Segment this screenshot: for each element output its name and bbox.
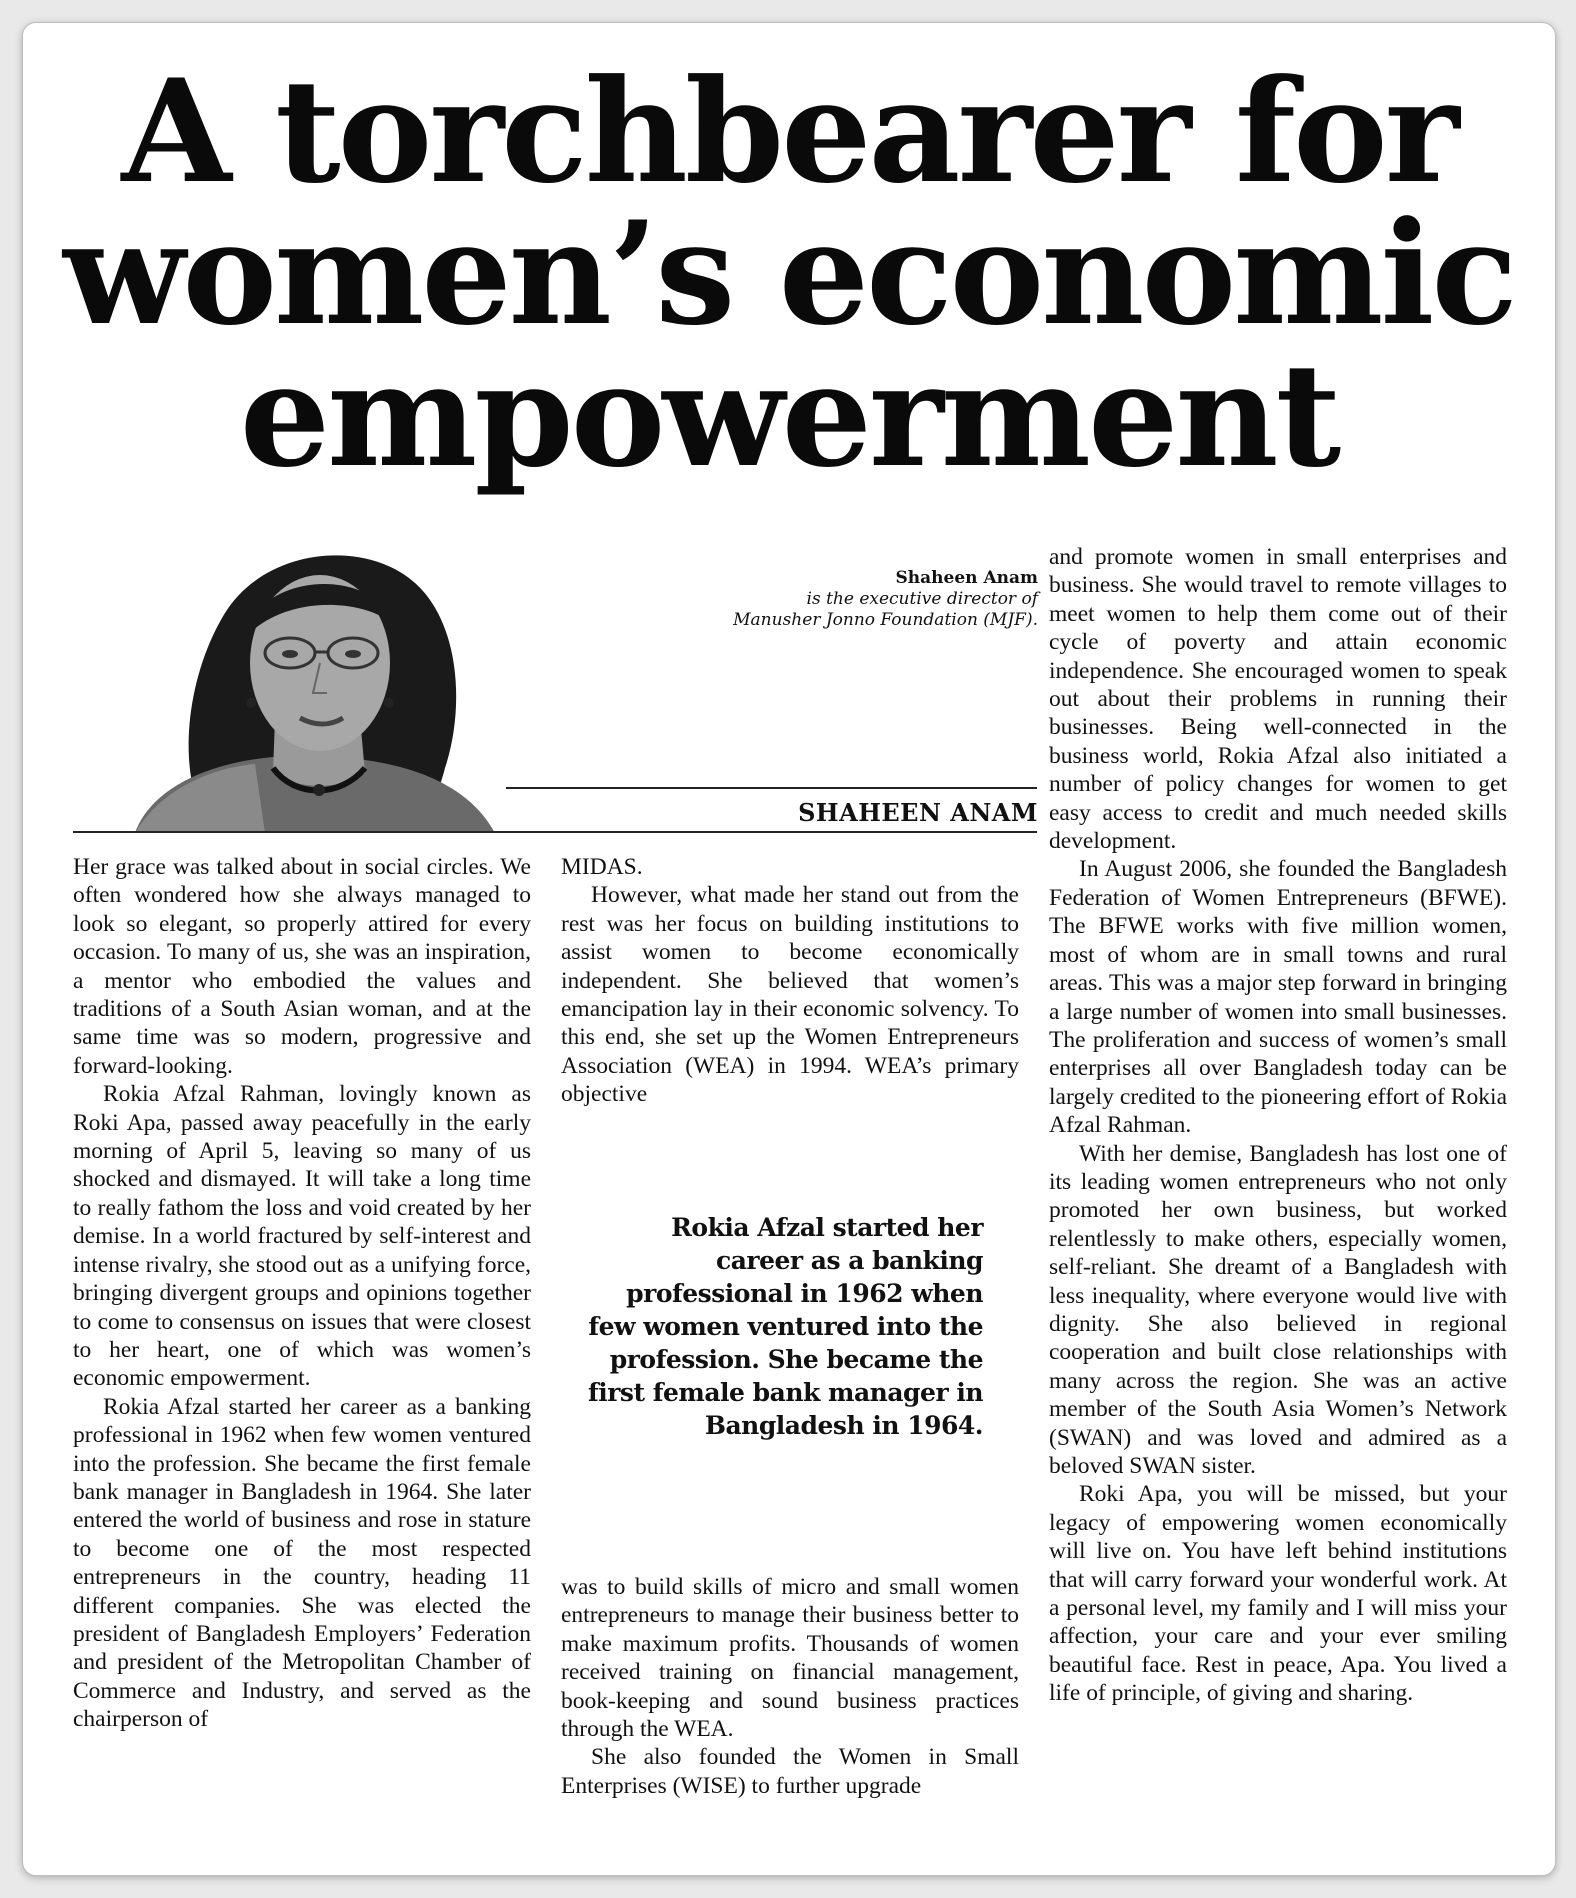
paragraph: MIDAS. [561, 854, 643, 880]
paragraph: In August 2006, she founded the Bangladesh Federation of Women Entrepreneurs (BFWE). The BFWE works with five million women, most of whom are in small towns and rural areas. This was a major step forward in bringing a large number of women into small businesses. The proliferation and success of women’s small enterprises all over Bangladesh today can be largely credited to the pioneering effort of Rokia Afzal Rahman. [1049, 856, 1507, 1139]
paragraph: She also founded the Women in Small Enterprises (WISE) to further upgrade [561, 1744, 1019, 1799]
article-page [22, 22, 1556, 1876]
column-1 [73, 853, 531, 1734]
paragraph: and promote women in small enterprises and business. She would travel to remote villages to meet women to help them come out of their cycle of poverty and attain economic independence. She encouraged women to speak out about their problems in running their businesses. Being well-connected in the business world, Rokia Afzal also initiated a number of policy changes for women to get easy access to credit and much needed skills development. [1049, 544, 1507, 855]
byline [723, 568, 1038, 631]
byline-name: Shaheen Anam [895, 568, 1038, 588]
paragraph: Rokia Afzal Rahman, lovingly known as Roki Apa, passed away peacefully in the early morning of April 5, leaving so many of us shocked and dismayed. It will take a long time to really fathom the loss and void created by her demise. In a world fractured by self-interest and intense rivalry, she stood out as a unifying force, bringing divergent groups and opinions together to come to consensus on issues that were closest to her heart, one of which was women’s economic empowerment. [73, 1081, 531, 1392]
header-rule [73, 831, 1037, 833]
column-3 [1049, 543, 1507, 1708]
column-2-top [561, 853, 1019, 1109]
pull-quote: Rokia Afzal started her career as a banking professional in 1962 when few women ventured into the profession. She became the first female bank manager in Bangladesh in 1964. [587, 1213, 983, 1440]
paragraph: was to build skills of micro and small women entrepreneurs to manage their business better to make maximum profits. Thousands of women received training on financial management, book-keeping and sound business practices through the WEA. [561, 1574, 1019, 1743]
paragraph: Roki Apa, you will be missed, but your legacy of empowering women economically will live on. You have left behind institutions that will carry forward your wonderful work. At a personal level, my family and I will miss your affection, your care and your ever smiling beautiful face. Rest in peace, Apa. You lived a life of principle, of giving and sharing. [1049, 1481, 1507, 1707]
byline-role: is the executive director of Manusher Jonno Foundation (MJF). [733, 589, 1038, 630]
byline-rule [506, 787, 1037, 789]
paragraph: With her demise, Bangladesh has lost one of its leading women entrepreneurs who not only promoted her own business, but worked relentlessly to make others, especially women, self-reliant. She dreamt of a Bangladesh with less inequality, where everyone would live with dignity. She also believed in regional cooperation and built close relationships with many across the region. She was an active member of the South Asia Women’s Network (SWAN) and was loved and admired as a beloved SWAN sister. [1049, 1140, 1507, 1479]
paragraph: Rokia Afzal started her career as a banking professional in 1962 when few women ventured into the profession. She became the first female bank manager in Bangladesh in 1964. She later entered the world of business and rose in stature to become one of the most respected entrepreneurs in the country, heading 11 different companies. She was elected the president of Bangladesh Employers’ Federation and president of the Metropolitan Chamber of Commerce and Industry, and served as the chairperson of [73, 1393, 531, 1733]
author-name: SHAHEEN ANAM [798, 798, 1038, 827]
author-portrait-icon [115, 528, 511, 833]
paragraph: Her grace was talked about in social circles. We often wondered how she always managed to look so elegant, so properly attired for every occasion. To many of us, she was an inspiration, a mentor who embodied the values and traditions of a South Asian woman, and at the same time was so modern, progressive and forward-looking. [73, 854, 531, 1079]
column-2-bottom [561, 1573, 1019, 1800]
paragraph: However, what made her stand out from the rest was her focus on building institutions to assist women to become economically independent. She believed that women’s emancipation lay in their economic solvency. To this end, she set up the Women Entrepreneurs Association (WEA) in 1994. WEA’s primary objective [561, 882, 1019, 1108]
headline: A torchbearer for women’s economic empowerment [63, 49, 1515, 499]
